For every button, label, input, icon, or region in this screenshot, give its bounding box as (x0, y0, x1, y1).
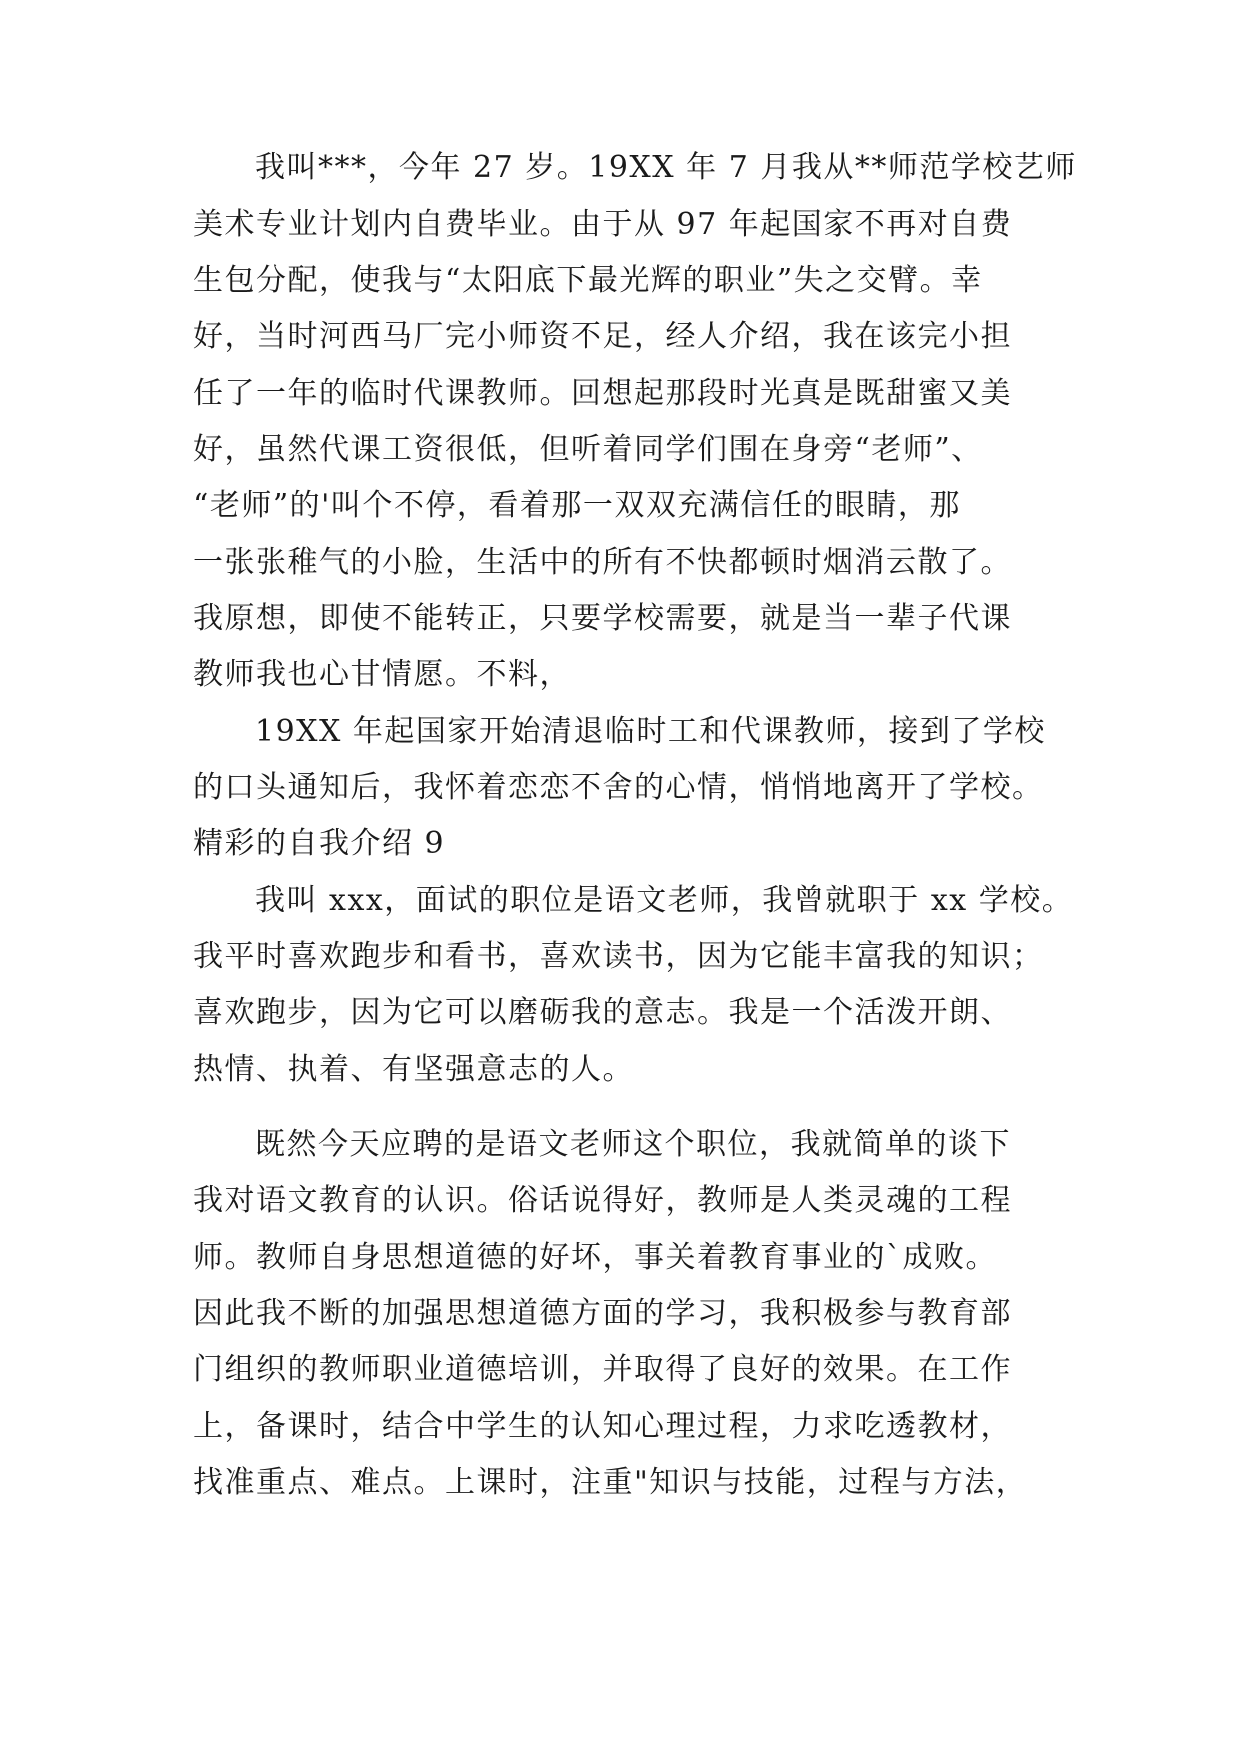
paragraph-line: 因此我不断的加强思想道德方面的学习，我积极参与教育部 (193, 1296, 1012, 1331)
paragraph-line: 一张张稚气的小脸，生活中的所有不快都顿时烟消云散了。 (193, 545, 1012, 580)
paragraph-line: 找准重点、难点。上课时，注重"知识与技能，过程与方法， (193, 1465, 1028, 1500)
paragraph-line: 19XX 年起国家开始清退临时工和代课教师，接到了学校 (255, 714, 1046, 749)
paragraph-line: 门组织的教师职业道德培训，并取得了良好的效果。在工作 (193, 1352, 1012, 1387)
paragraph-line: 好，虽然代课工资很低，但听着同学们围在身旁“老师”、 (193, 432, 983, 467)
paragraph-line: 生包分配，使我与“太阳底下最光辉的职业”失之交臂。幸 (193, 263, 983, 298)
paragraph-line: 师。教师自身思想道德的好坏，事关着教育事业的`成败。 (193, 1240, 997, 1275)
paragraph-line: 任了一年的临时代课教师。回想起那段时光真是既甜蜜又美 (193, 376, 1012, 411)
paragraph-line: 我原想，即使不能转正，只要学校需要，就是当一辈子代课 (193, 601, 1012, 636)
paragraph-line: 既然今天应聘的是语文老师这个职位，我就简单的谈下 (255, 1127, 1011, 1162)
paragraph-line: 我对语文教育的认识。俗话说得好，教师是人类灵魂的工程 (193, 1183, 1012, 1218)
paragraph-line: 教师我也心甘情愿。不料， (193, 657, 571, 692)
paragraph-line: 我叫***，今年 27 岁。19XX 年 7 月我从**师范学校艺师 (255, 150, 1077, 185)
paragraph-line: 热情、执着、有坚强意志的人。 (193, 1052, 634, 1087)
paragraph-line: 美术专业计划内自费毕业。由于从 97 年起国家不再对自费 (193, 207, 1013, 242)
paragraph-line: 的口头通知后，我怀着恋恋不舍的心情，悄悄地离开了学校。 (193, 770, 1044, 805)
paragraph-line: 我平时喜欢跑步和看书，喜欢读书，因为它能丰富我的知识； (193, 939, 1044, 974)
paragraph-line: 喜欢跑步，因为它可以磨砺我的意志。我是一个活泼开朗、 (193, 995, 1012, 1030)
paragraph-line: “老师”的'叫个不停，看着那一双双充满信任的眼睛，那 (193, 488, 961, 523)
paragraph-line: 我叫 xxx，面试的职位是语文老师，我曾就职于 xx 学校。 (255, 883, 1074, 918)
section-heading: 精彩的自我介绍 9 (193, 826, 446, 861)
paragraph-line: 上，备课时，结合中学生的认知心理过程，力求吃透教材， (193, 1409, 1012, 1444)
paragraph-line: 好，当时河西马厂完小师资不足，经人介绍，我在该完小担 (193, 319, 1012, 354)
